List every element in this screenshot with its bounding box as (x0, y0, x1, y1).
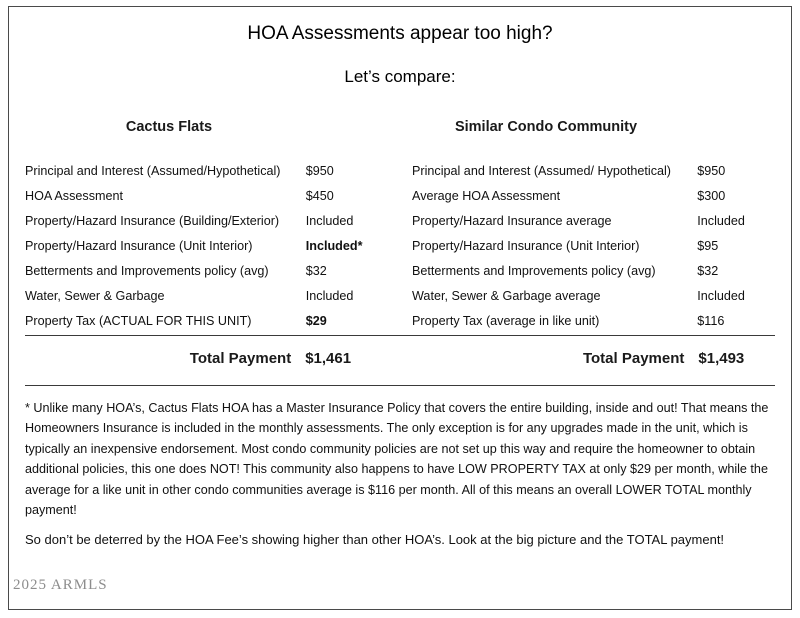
page-title: HOA Assessments appear too high? (247, 23, 553, 44)
row-value-left: Included* (305, 239, 363, 253)
row-value-left: $32 (305, 264, 327, 278)
row-value-left: $950 (305, 164, 334, 178)
row-label-left: Property/Hazard Insurance (Building/Exterior) (25, 214, 280, 228)
column-header-right: Similar Condo Community (454, 119, 638, 135)
table-row (25, 234, 775, 259)
column-headers (9, 119, 791, 135)
row-value-right: $116 (697, 309, 775, 336)
row-label-right: Water, Sewer & Garbage average (412, 289, 601, 303)
row-label-left: Water, Sewer & Garbage (25, 289, 165, 303)
row-label-right: Property Tax (average in like unit) (412, 309, 697, 336)
row-label-left: Property/Hazard Insurance (Unit Interior) (25, 239, 253, 253)
table-row (25, 184, 775, 209)
table-row (25, 209, 775, 234)
comparison-table (25, 159, 775, 336)
row-label-right: Property/Hazard Insurance average (412, 214, 612, 228)
section-divider (25, 385, 775, 386)
row-label-right: Principal and Interest (Assumed/ Hypothetical) (412, 164, 672, 178)
watermark: 2025 ARMLS (13, 577, 108, 593)
column-header-left: Cactus Flats (125, 119, 213, 135)
total-label-left: Total Payment (189, 350, 292, 367)
table-row (25, 259, 775, 284)
row-label-right: Betterments and Improvements policy (avg) (412, 264, 656, 278)
page-subtitle: Let’s compare: (344, 67, 456, 86)
total-value-right: $1,493 (698, 350, 745, 367)
comparison-table-wrapper (9, 159, 791, 336)
row-label-right: Average HOA Assessment (412, 189, 561, 203)
row-label-left: HOA Assessment (25, 189, 123, 203)
row-value-left: $450 (305, 189, 334, 203)
row-value-right: $32 (697, 264, 719, 278)
row-label-left: Principal and Interest (Assumed/Hypothetical) (25, 164, 281, 178)
table-row (25, 159, 775, 184)
table-row (25, 284, 775, 309)
row-value-right: $300 (697, 189, 726, 203)
footnote-text: * Unlike many HOA’s, Cactus Flats HOA has a Master Insurance Policy that covers the entire building, inside and out! That means the Homeowners Insurance is included in the monthly assessments. The only exception is for any upgrades made in the unit, which is typically an inexpensive endorsement. Most condo community policies are not set up this way and require the homeowner to obtain additional policies, this one does NOT! This community also happens to have LOW PROPERTY TAX at only $29 per month, while the average for a like unit in other condo communities average is $116 per month. All of this means an overall LOWER TOTAL monthly payment! (25, 401, 769, 517)
row-value-left: Included (305, 214, 354, 228)
document-page (8, 6, 792, 610)
row-label-left: Property Tax (ACTUAL FOR THIS UNIT) (25, 309, 306, 336)
row-value-left: Included (305, 289, 354, 303)
closing-text: So don’t be deterred by the HOA Fee’s showing higher than other HOA’s. Look at the big picture and the TOTAL payment! (25, 532, 725, 548)
row-value-right: $950 (697, 164, 726, 178)
total-label-right: Total Payment (582, 350, 685, 367)
row-label-left: Betterments and Improvements policy (avg) (25, 264, 269, 278)
row-value-right: Included (697, 289, 745, 303)
row-value-right: $95 (697, 239, 719, 253)
totals-row (9, 350, 791, 367)
table-row (25, 309, 775, 336)
row-value-right: Included (697, 214, 745, 228)
row-value-left: $29 (306, 309, 412, 336)
row-label-right: Property/Hazard Insurance (Unit Interior) (412, 239, 640, 253)
total-value-left: $1,461 (305, 350, 352, 367)
